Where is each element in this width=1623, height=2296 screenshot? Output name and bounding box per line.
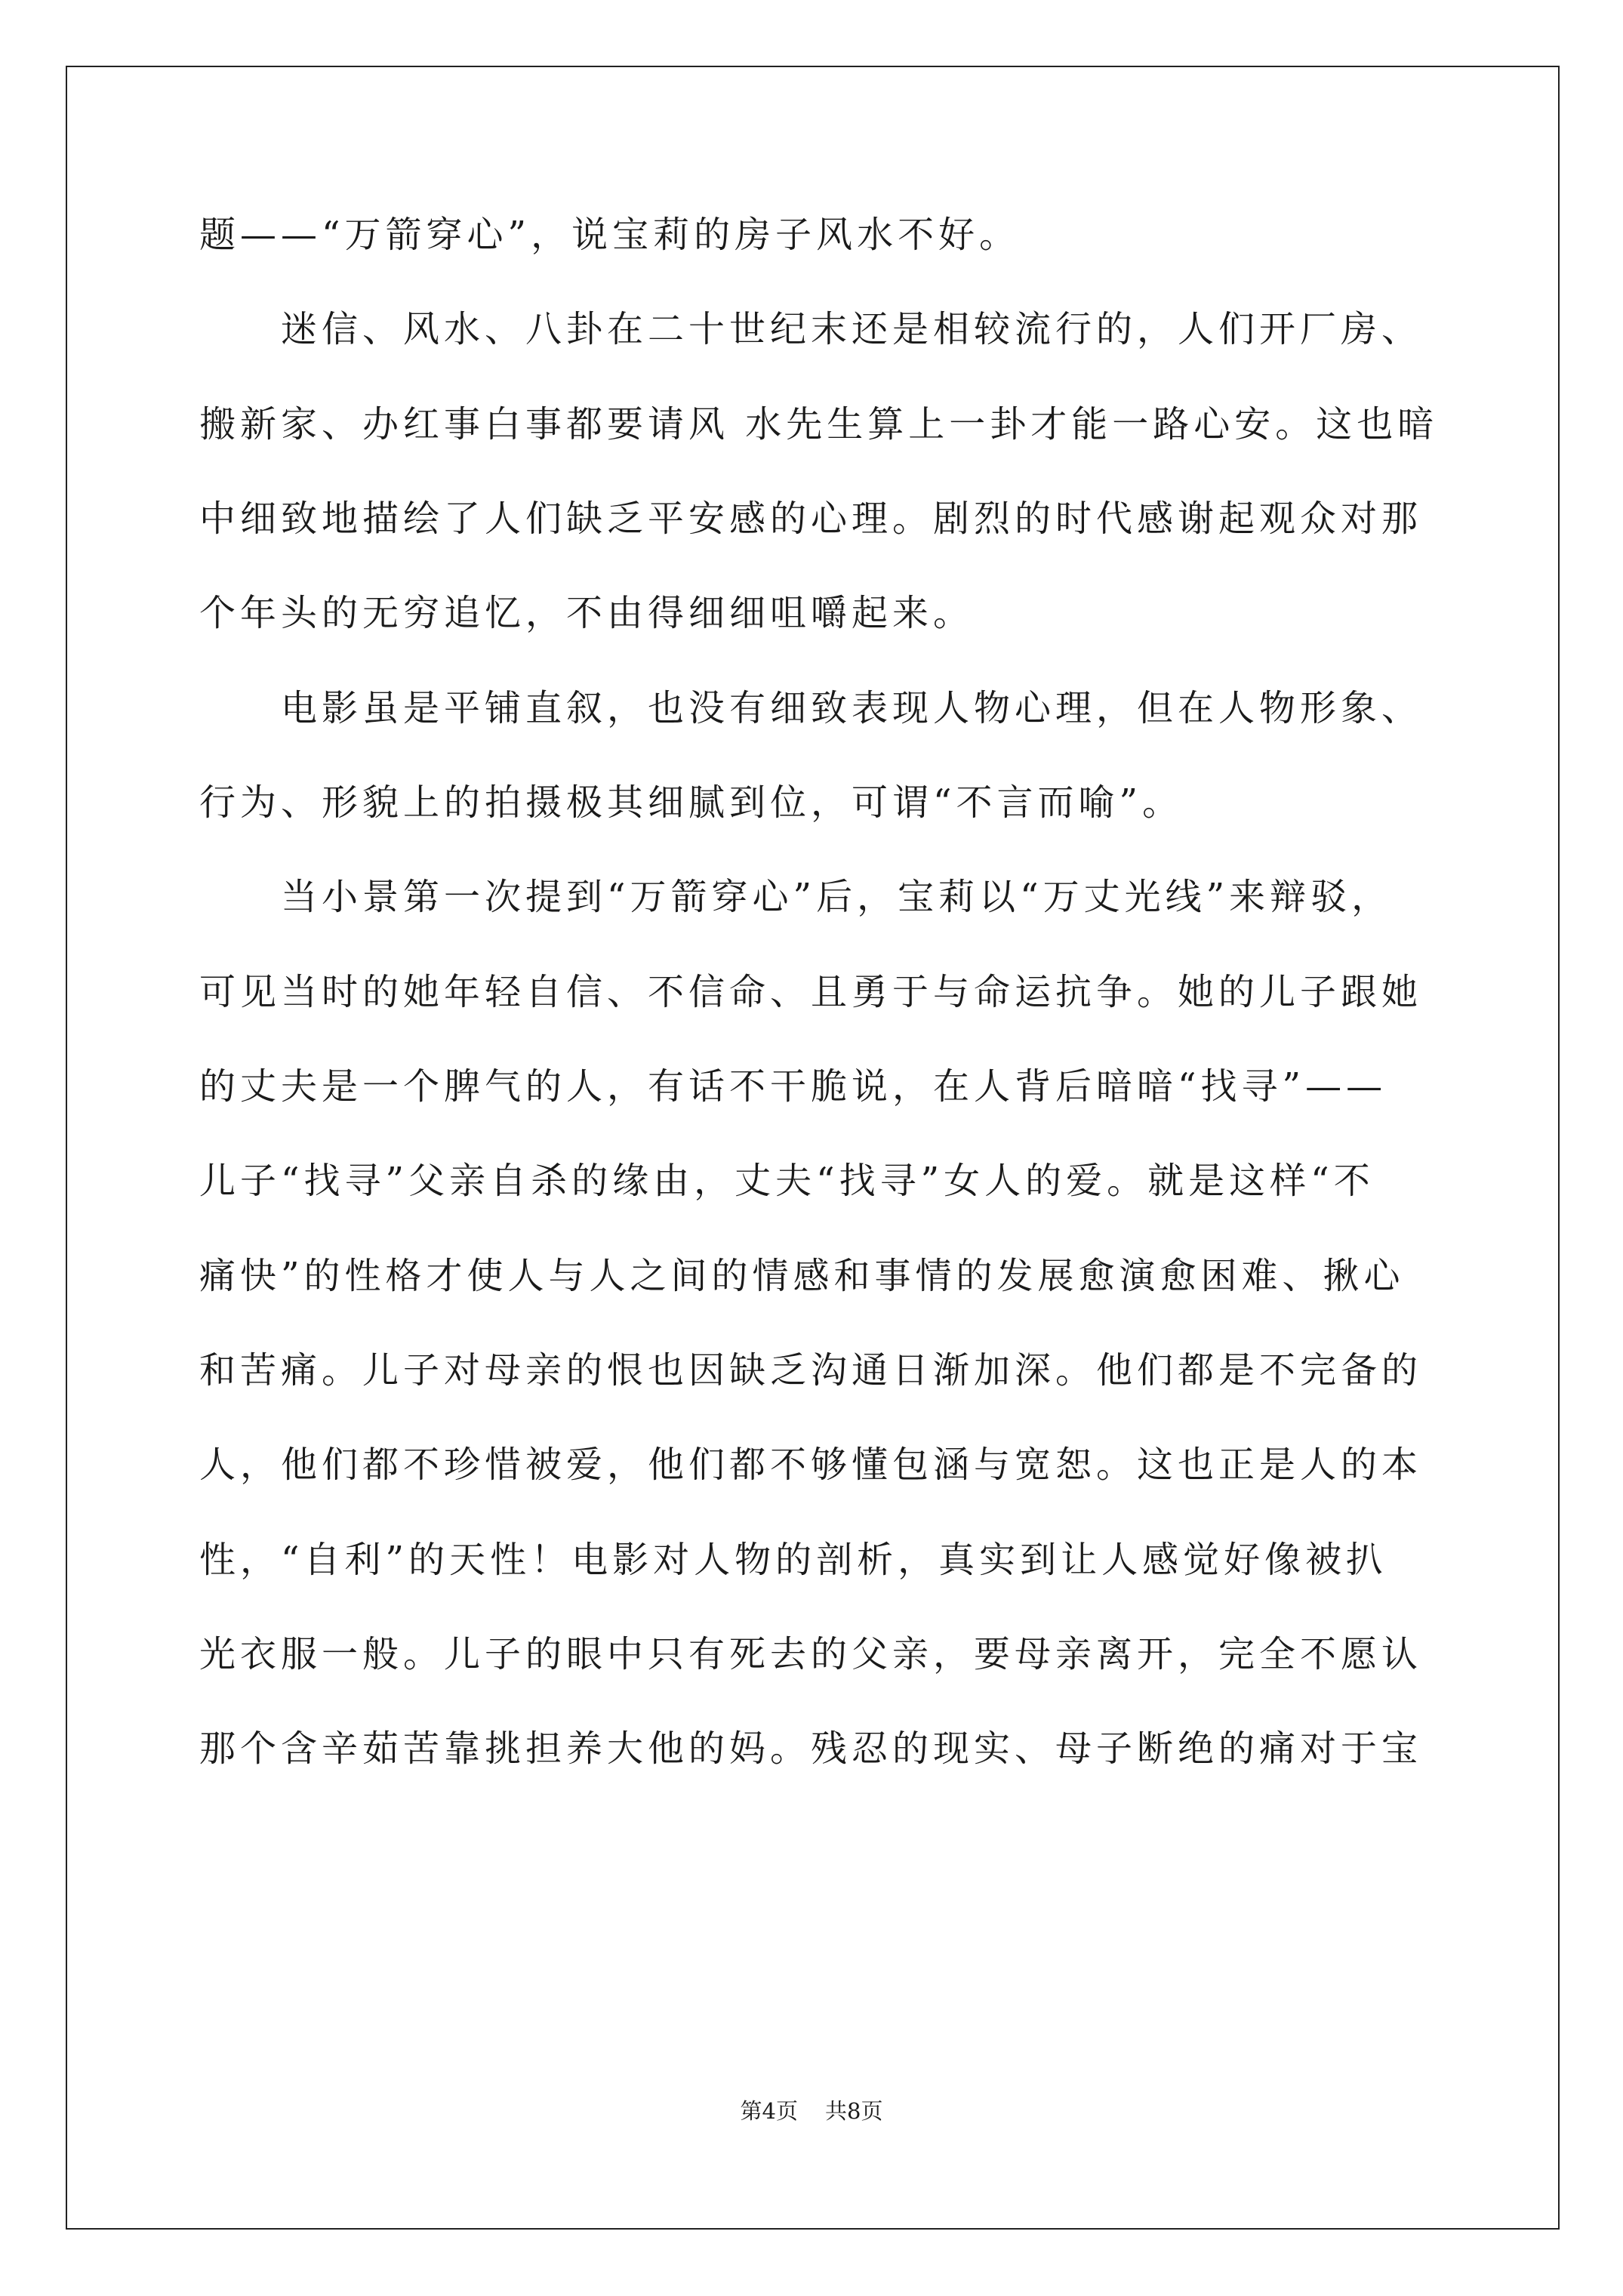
page-border [66,66,1560,2230]
text-line: 和苦痛。儿子对母亲的恨也因缺乏沟通日渐加深。他们都是不完备的 [199,1349,1423,1391]
text-line: 那个含辛茹苦靠挑担养大他的妈。残忍的现实、母子断绝的痛对于宝 [199,1727,1423,1770]
text-line: 电影虽是平铺直叙，也没有细致表现人物心理，但在人物形象、 [199,687,1423,729]
text-line: 的丈夫是一个脾气的人，有话不干脆说，在人背后暗暗“找寻”—— [199,1065,1387,1108]
text-line: 当小景第一次提到“万箭穿心”后，宝莉以“万丈光线”来辩驳， [199,876,1393,918]
text-line: 行为、形貌上的拍摄极其细腻到位，可谓“不言而喻”。 [199,781,1184,824]
text-line: 人，他们都不珍惜被爱，他们都不够懂包涵与宽恕。这也正是人的本 [199,1444,1423,1486]
text-line: 搬新家、办红事白事都要请风 水先生算上一卦才能一路心安。这也暗 [199,403,1439,445]
text-line: 中细致地描绘了人们缺乏平安感的心理。剧烈的时代感谢起观众对那 [199,498,1423,540]
text-line: 性，“自利”的天性！电影对人物的剖析，真实到让人感觉好像被扒 [199,1539,1387,1581]
text-line: 题——“万箭穿心”，说宝莉的房子风水不好。 [199,214,1021,256]
text-line: 可见当时的她年轻自信、不信命、且勇于与命运抗争。她的儿子跟她 [199,971,1423,1013]
text-line: 个年头的无穷追忆，不由得细细咀嚼起来。 [199,592,975,634]
page-number: 第4页 [740,2098,798,2124]
total-pages: 共8页 [825,2098,883,2124]
page-footer [0,2097,1623,2125]
text-line: 痛快”的性格才使人与人之间的情感和事情的发展愈演愈困难、揪心 [199,1255,1405,1297]
text-line: 光衣服一般。儿子的眼中只有死去的父亲，要母亲离开，完全不愿认 [199,1633,1423,1675]
text-line: 儿子“找寻”父亲自杀的缘由，丈夫“找寻”女人的爱。就是这样“不 [199,1160,1375,1202]
text-line: 迷信、风水、八卦在二十世纪末还是相较流行的，人们开厂房、 [199,308,1423,350]
